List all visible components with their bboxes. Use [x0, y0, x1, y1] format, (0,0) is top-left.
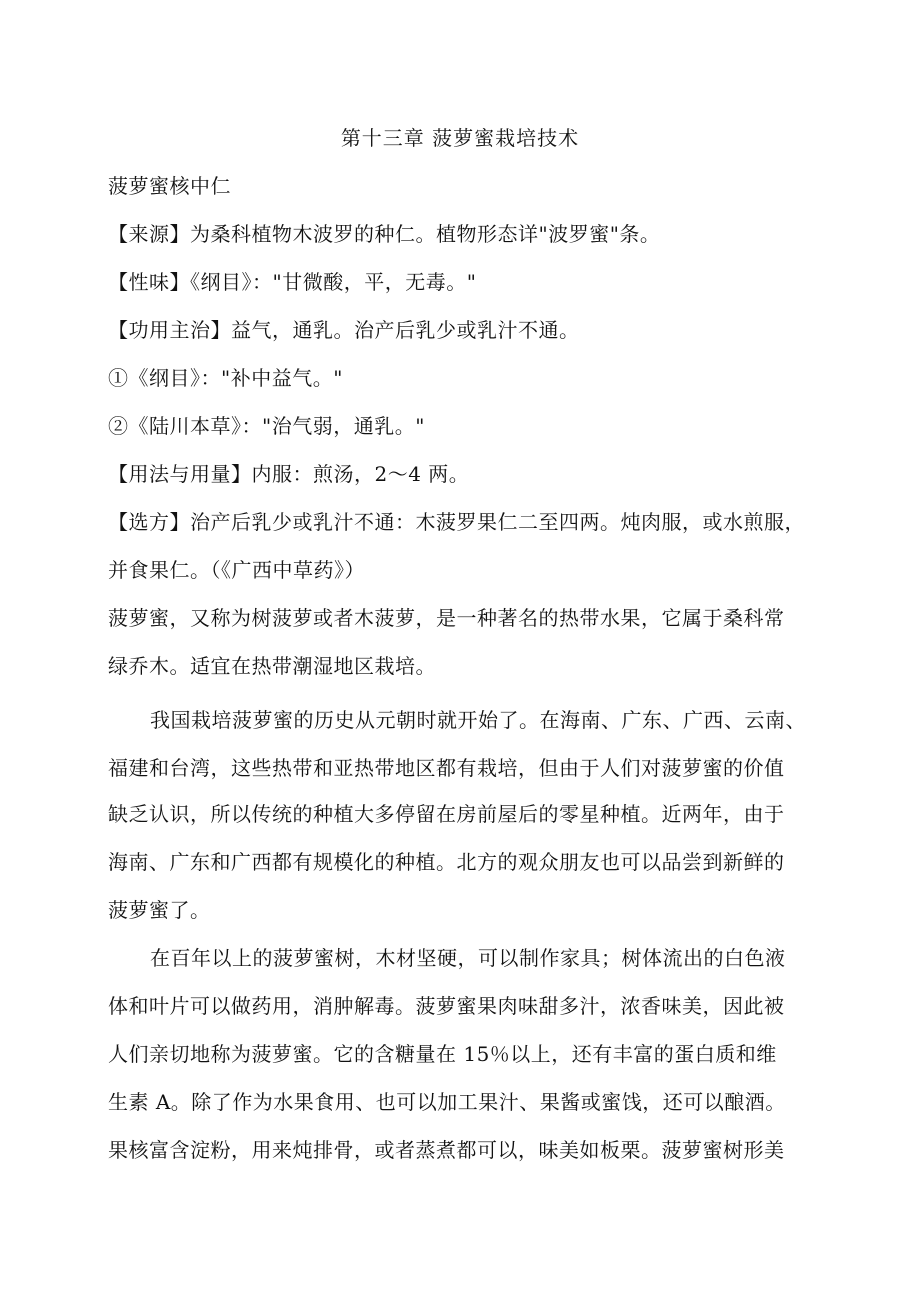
paragraph-line: 人们亲切地称为菠萝蜜。它的含糖量在 15％以上，还有丰富的蛋白质和维 — [108, 1042, 777, 1066]
paragraph-line: 体和叶片可以做药用，消肿解毒。菠萝蜜果肉味甜多汁，浓香味美，因此被 — [108, 994, 785, 1018]
paragraph-line: 绿乔木。适宜在热带潮湿地区栽培。 — [108, 654, 436, 678]
text-line-source: 【来源】为桑科植物木波罗的种仁。植物形态详"波罗蜜"条。 — [108, 222, 661, 246]
text-line-citation-2: ②《陆川本草》："治气弱，通乳。" — [108, 414, 425, 438]
text-line-function: 【功用主治】益气，通乳。治产后乳少或乳汁不通。 — [108, 318, 580, 342]
paragraph-line: 果核富含淀粉，用来炖排骨，或者蒸煮都可以，味美如板栗。菠萝蜜树形美 — [108, 1138, 785, 1162]
text-line-usage: 【用法与用量】内服：煎汤，2～4 两。 — [108, 462, 470, 486]
paragraph-line: 菠萝蜜了。 — [108, 898, 211, 922]
chapter-title: 第十三章 菠萝蜜栽培技术 — [340, 126, 580, 150]
text-line-nature: 【性味】《纲目》："甘微酸，平，无毒。" — [108, 270, 477, 294]
text-line-citation-1: ①《纲目》："补中益气。" — [108, 366, 343, 390]
paragraph-line: 在百年以上的菠萝蜜树，木材坚硬，可以制作家具；树体流出的白色液 — [150, 946, 786, 970]
paragraph-line: 海南、广东和广西都有规模化的种植。北方的观众朋友也可以品尝到新鲜的 — [108, 850, 785, 874]
paragraph-line: 福建和台湾，这些热带和亚热带地区都有栽培，但由于人们对菠萝蜜的价值 — [108, 756, 785, 780]
text-line-prescription: 【选方】治产后乳少或乳汁不通：木菠罗果仁二至四两。炖肉服，或水煎服， — [108, 510, 805, 534]
text-line-prescription-cont: 并食果仁。（《广西中草药》） — [108, 558, 365, 582]
paragraph-line: 生素 A。除了作为水果食用、也可以加工果汁、果酱或蜜饯，还可以酿酒。 — [108, 1090, 786, 1114]
paragraph-line: 菠萝蜜，又称为树菠萝或者木菠萝，是一种著名的热带水果，它属于桑科常 — [108, 606, 785, 630]
paragraph-line: 缺乏认识，所以传统的种植大多停留在房前屋后的零星种植。近两年，由于 — [108, 802, 785, 826]
paragraph-line: 我国栽培菠萝蜜的历史从元朝时就开始了。在海南、广东、广西、云南、 — [150, 708, 806, 732]
section-heading: 菠萝蜜核中仁 — [108, 174, 231, 198]
